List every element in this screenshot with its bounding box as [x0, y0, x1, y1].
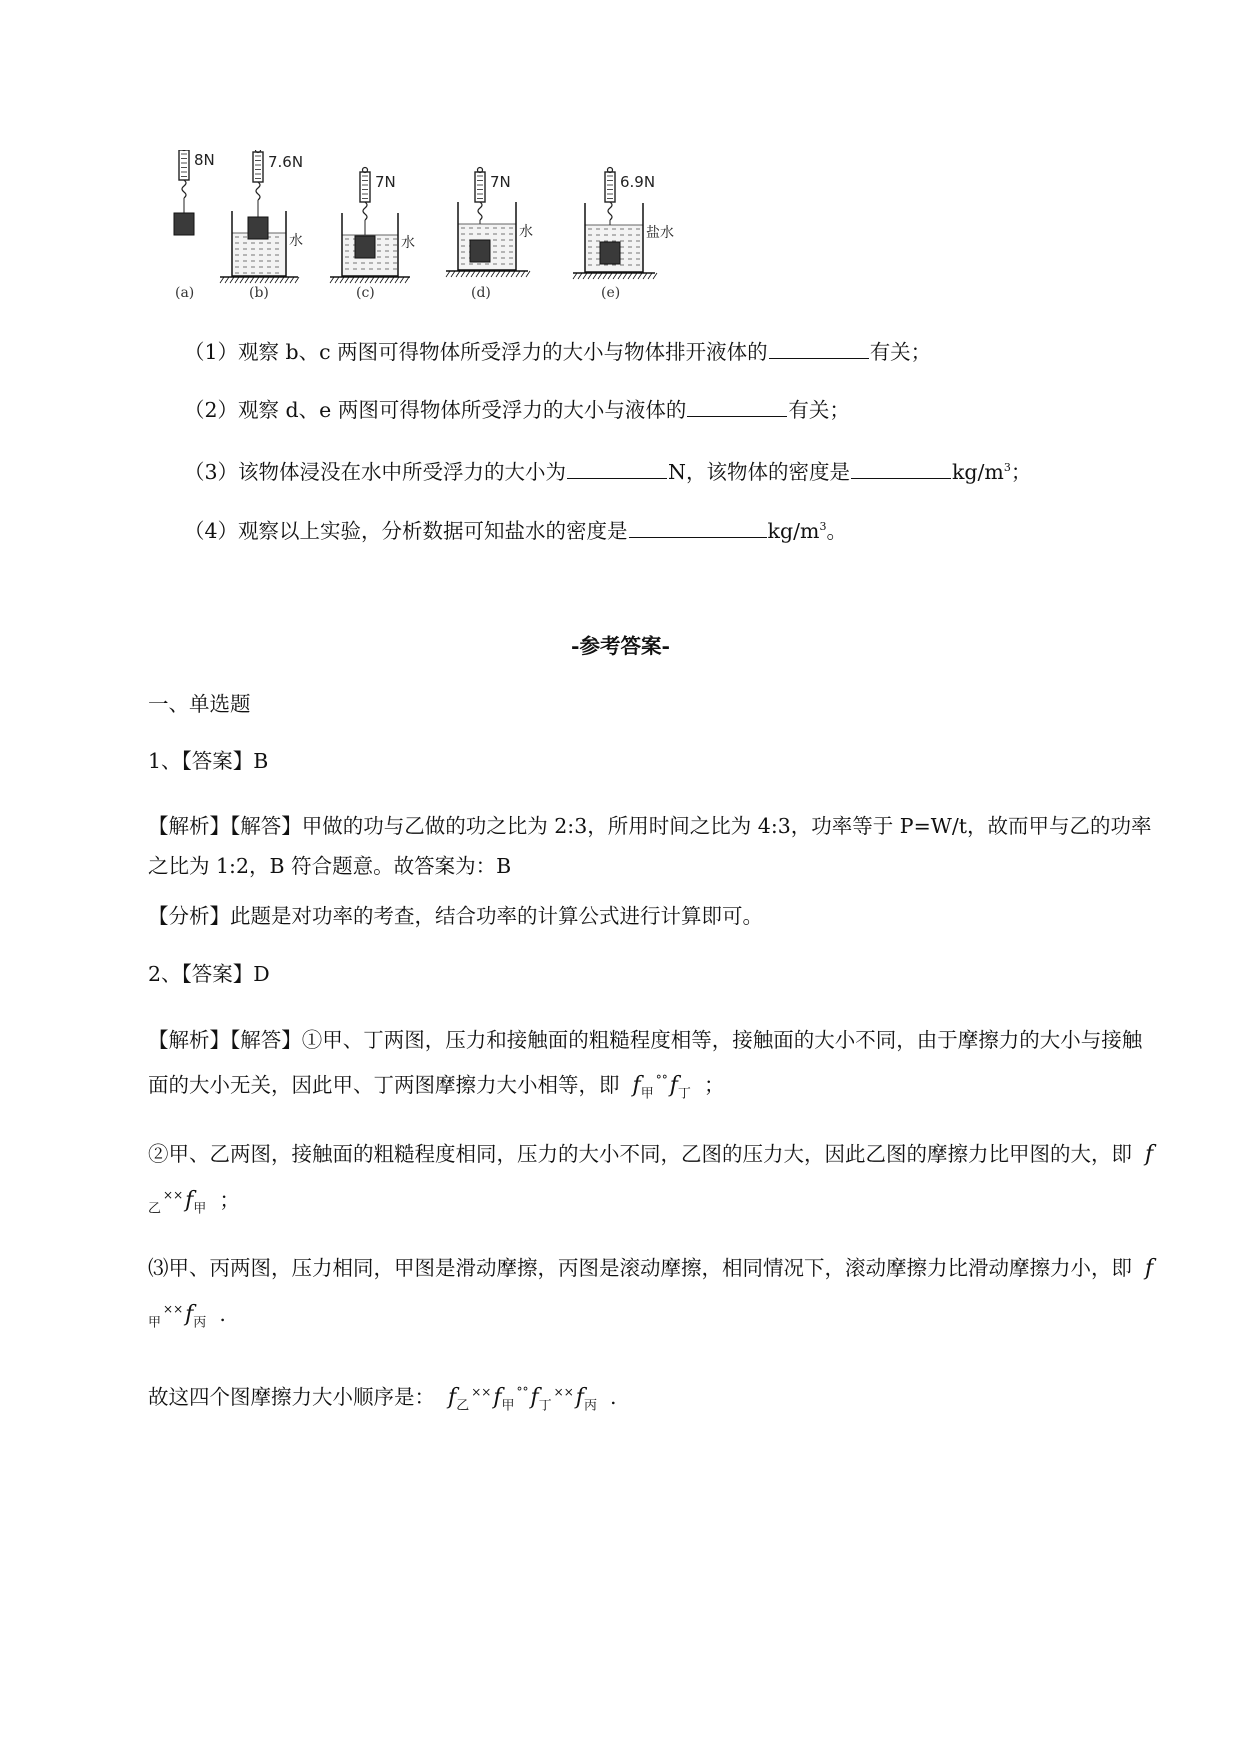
- ground-hatch: [461, 271, 465, 277]
- ground-hatch: [250, 277, 254, 283]
- answer-blank: [851, 456, 951, 479]
- spring-hook: [363, 202, 367, 220]
- punctuation: ；: [219, 1187, 240, 1212]
- ground-hatch: [280, 277, 284, 283]
- ground-hatch: [501, 271, 505, 277]
- question-3-mid: N，该物体的密度是: [668, 459, 850, 484]
- ground-hatch: [588, 273, 592, 279]
- ground-hatch: [608, 273, 612, 279]
- formula-f-jia: $f_甲$: [632, 1072, 654, 1102]
- question-1-text: （1）观察 b、c 两图可得物体所受浮力的大小与物体排开液体的: [184, 340, 768, 364]
- ground-hatch: [491, 271, 495, 277]
- ground-hatch: [506, 271, 510, 277]
- formula-operator: °°: [655, 1073, 668, 1087]
- object-block-submerged: [248, 217, 268, 239]
- panel-label: (b): [249, 285, 269, 301]
- answer-blank: [769, 336, 869, 359]
- ground-hatch: [235, 277, 239, 283]
- ground-hatch: [598, 273, 602, 279]
- answer-1-comment: 【分析】此题是对功率的考查，结合功率的计算公式进行计算即可。: [148, 904, 763, 928]
- formula-operator: ××: [163, 1188, 184, 1202]
- answer-2-part-1: [148, 1020, 1158, 1114]
- question-4-text: （4）观察以上实验，分析数据可知盐水的密度是: [184, 518, 628, 543]
- ground-hatch: [623, 273, 627, 279]
- ground-hatch: [516, 271, 520, 277]
- ground-hatch: [350, 277, 354, 283]
- spring-scale-body: [253, 152, 263, 182]
- answer-2-part-3: [148, 1248, 1158, 1343]
- question-2-text: （2）观察 d、e 两图可得物体所受浮力的大小与液体的: [184, 398, 687, 422]
- ground-hatch: [446, 271, 450, 277]
- unit-exponent: 3: [819, 520, 827, 533]
- ground-hatch: [285, 277, 289, 283]
- unit-exponent: 3: [1003, 461, 1011, 474]
- ground-hatch: [255, 277, 259, 283]
- ground-hatch: [496, 271, 500, 277]
- answer-2-conclusion-text: 故这四个图摩擦力大小顺序是：: [148, 1384, 435, 1409]
- panel-label: (e): [601, 285, 621, 301]
- ground-hatch: [405, 277, 409, 283]
- answers-title: -参考答案-: [570, 634, 671, 658]
- ground-hatch: [486, 271, 490, 277]
- question-3: [184, 454, 1031, 486]
- ground-hatch: [466, 271, 470, 277]
- formula-f-jia: $f_甲$: [493, 1384, 515, 1414]
- ground-hatch: [380, 277, 384, 283]
- liquid-label: 盐水: [646, 225, 674, 241]
- ground-hatch: [653, 273, 657, 279]
- answer-blank: [567, 456, 667, 479]
- ground-hatch: [481, 271, 485, 277]
- punctuation: .: [219, 1301, 226, 1326]
- unit-text: kg/m: [767, 518, 820, 543]
- punctuation: ；: [1010, 459, 1032, 484]
- formula-f-jia: $f_甲$: [148, 1256, 1154, 1331]
- object-block-submerged: [600, 242, 620, 264]
- ground-hatch: [260, 277, 264, 283]
- question-2: [184, 394, 850, 424]
- formula-f-bing: $f_丙$: [185, 1301, 207, 1331]
- scale-ring: [182, 150, 187, 151]
- ground-hatch: [375, 277, 379, 283]
- ground-hatch: [643, 273, 647, 279]
- ground-hatch: [275, 277, 279, 283]
- formula-operator: ××: [471, 1385, 492, 1399]
- ground-hatch: [345, 277, 349, 283]
- object-block: [174, 213, 194, 235]
- ground-hatch: [390, 277, 394, 283]
- answer-1-analysis: 【解析】【解答】甲做的功与乙做的功之比为 2:3，所用时间之比为 4:3，功率等于 P=W/t，故而甲与乙的功率之比为 1:2，B 符合题意。故答案为：B: [148, 814, 1152, 878]
- ground-hatch: [618, 273, 622, 279]
- answer-2-conclusion: [148, 1378, 1158, 1420]
- formula-f-bing: $f_丙$: [575, 1384, 597, 1414]
- ground-hatch: [330, 277, 334, 283]
- ground-hatch: [578, 273, 582, 279]
- spring-hook: [256, 182, 260, 200]
- question-3-text: （3）该物体浸没在水中所受浮力的大小为: [184, 459, 567, 484]
- liquid-label: 水: [401, 235, 415, 251]
- question-2-suffix: 有关；: [788, 398, 850, 422]
- ground-hatch: [603, 273, 607, 279]
- question-1: [184, 336, 931, 366]
- ground-hatch: [633, 273, 637, 279]
- formula-f-ding: $f_丁$: [530, 1384, 552, 1414]
- scale-reading: 8N: [194, 151, 215, 169]
- ground-hatch: [365, 277, 369, 283]
- ground-hatch: [295, 277, 299, 283]
- ground-hatch: [456, 271, 460, 277]
- ground-hatch: [240, 277, 244, 283]
- scale-reading: 7.6N: [268, 153, 304, 171]
- object-block-submerged: [470, 240, 490, 262]
- formula-operator: ××: [553, 1385, 574, 1399]
- ground-hatch: [583, 273, 587, 279]
- ground-hatch: [400, 277, 404, 283]
- ground-hatch: [613, 273, 617, 279]
- answer-1-head: 1、【答案】B: [148, 749, 269, 773]
- question-1-suffix: 有关；: [869, 340, 932, 364]
- answer-2-part-3-text: ⑶甲、丙两图，压力相同，甲图是滑动摩擦，丙图是滚动摩擦，相同情况下，滚动摩擦力比滑动摩擦力小，即: [148, 1256, 1132, 1280]
- ground-hatch: [511, 271, 515, 277]
- ground-hatch: [340, 277, 344, 283]
- ground-hatch: [628, 273, 632, 279]
- panel-label: (c): [356, 285, 375, 301]
- spring-hook: [182, 180, 186, 198]
- question-4: [184, 513, 847, 545]
- unit-text: kg/m: [951, 459, 1004, 484]
- answer-blank: [687, 394, 787, 417]
- ground-hatch: [360, 277, 364, 283]
- scale-reading: 6.9N: [620, 173, 656, 191]
- section-heading: 一、单选题: [148, 692, 251, 716]
- ground-hatch: [220, 277, 224, 283]
- ground-hatch: [573, 273, 577, 279]
- ground-hatch: [471, 271, 475, 277]
- scale-reading: 7N: [490, 173, 511, 191]
- formula-f-jia: $f_甲$: [185, 1187, 207, 1217]
- spring-scale-body: [605, 172, 615, 202]
- ground-hatch: [385, 277, 389, 283]
- answer-2-head: 2、【答案】D: [148, 962, 270, 986]
- ground-hatch: [521, 271, 525, 277]
- ground-hatch: [476, 271, 480, 277]
- ground-hatch: [526, 271, 530, 277]
- ground-hatch: [265, 277, 269, 283]
- figure-svg: [170, 150, 780, 350]
- spring-scale-body: [475, 172, 485, 202]
- spring-scale-body: [179, 150, 189, 180]
- buoyancy-experiment-figure: [170, 150, 780, 350]
- ground-hatch: [335, 277, 339, 283]
- ground-hatch: [451, 271, 455, 277]
- ground-hatch: [355, 277, 359, 283]
- punctuation: ；: [703, 1072, 725, 1097]
- answer-blank: [629, 515, 767, 538]
- ground-hatch: [395, 277, 399, 283]
- answer-2-part-2: [148, 1134, 1158, 1229]
- punctuation: 。: [826, 518, 847, 543]
- ground-hatch: [648, 273, 652, 279]
- answer-2-part-1-text: 【解析】【解答】①甲、丁两图，压力和接触面的粗糙程度相等，接触面的大小不同，由于摩擦力的大小与接触面的大小无关，因此甲、丁两图摩擦力大小相等，即: [148, 1028, 1143, 1097]
- ground-hatch: [225, 277, 229, 283]
- scale-reading: 7N: [375, 173, 396, 191]
- scale-ring: [256, 150, 261, 153]
- punctuation: .: [610, 1384, 617, 1409]
- ground-hatch: [370, 277, 374, 283]
- liquid-label: 水: [519, 224, 533, 240]
- spring-hook: [478, 202, 482, 220]
- ground-hatch: [245, 277, 249, 283]
- answer-2-part-2-text: ②甲、乙两图，接触面的粗糙程度相同，压力的大小不同，乙图的压力大，因此乙图的摩擦力比甲图的大，即: [148, 1142, 1132, 1166]
- ground-hatch: [230, 277, 234, 283]
- ground-hatch: [638, 273, 642, 279]
- formula-f-yi: $f_乙$: [148, 1142, 1154, 1217]
- liquid-label: 水: [289, 233, 303, 249]
- formula-operator: °°: [516, 1385, 529, 1399]
- ground-hatch: [593, 273, 597, 279]
- object-block-submerged: [355, 236, 375, 258]
- panel-label: (d): [471, 285, 491, 301]
- formula-f-yi: $f_乙$: [448, 1384, 470, 1414]
- formula-f-ding: $f_丁$: [669, 1072, 691, 1102]
- panel-label: (a): [175, 285, 195, 301]
- formula-operator: ××: [163, 1302, 184, 1316]
- spring-scale-body: [360, 172, 370, 202]
- ground-hatch: [290, 277, 294, 283]
- spring-hook: [608, 202, 612, 220]
- ground-hatch: [270, 277, 274, 283]
